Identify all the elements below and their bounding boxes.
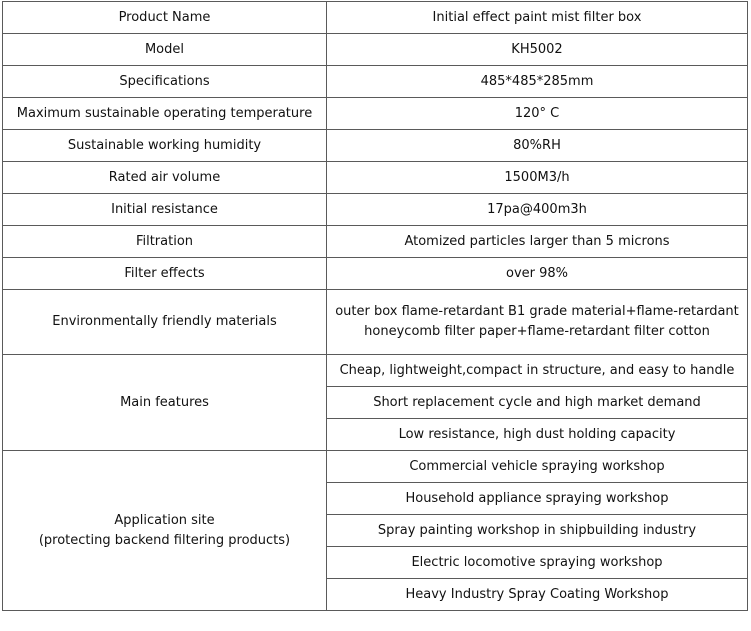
table-row [3, 451, 748, 483]
application-label-line: Application site [114, 512, 215, 528]
table-row [3, 355, 748, 387]
row-label: Filter effects [3, 258, 327, 290]
table-row [3, 98, 748, 130]
row-label: Initial resistance [3, 194, 327, 226]
product-spec-table [2, 1, 748, 611]
table-row [3, 162, 748, 194]
row-value: over 98% [327, 258, 748, 290]
application-item: Heavy Industry Spray Coating Workshop [327, 579, 748, 611]
application-item: Commercial vehicle spraying workshop [327, 451, 748, 483]
feature-item: Cheap, lightweight,compact in structure, and easy to handle [327, 355, 748, 387]
application-item: Spray painting workshop in shipbuilding industry [327, 515, 748, 547]
application-item: Household appliance spraying workshop [327, 483, 748, 515]
materials-line: outer box flame-retardant B1 grade material+flame-retardant [335, 304, 739, 319]
row-label: Rated air volume [3, 162, 327, 194]
table-row [3, 130, 748, 162]
feature-item: Short replacement cycle and high market demand [327, 387, 748, 419]
materials-value [327, 290, 748, 355]
table-row [3, 258, 748, 290]
table-row [3, 34, 748, 66]
row-value: Atomized particles larger than 5 microns [327, 226, 748, 258]
row-value: Initial effect paint mist filter box [327, 2, 748, 34]
row-value: 1500M3/h [327, 162, 748, 194]
row-value: 17pa@400m3h [327, 194, 748, 226]
row-label: Specifications [3, 66, 327, 98]
row-value: 120° C [327, 98, 748, 130]
row-value: 485*485*285mm [327, 66, 748, 98]
row-value: 80%RH [327, 130, 748, 162]
row-value: KH5002 [327, 34, 748, 66]
materials-line: honeycomb filter paper+flame-retardant filter cotton [364, 324, 710, 339]
feature-item: Low resistance, high dust holding capacity [327, 419, 748, 451]
row-label: Sustainable working humidity [3, 130, 327, 162]
row-label: Model [3, 34, 327, 66]
table-row [3, 290, 748, 355]
application-label-line: (protecting backend filtering products) [38, 532, 291, 548]
table-row [3, 2, 748, 34]
materials-label: Environmentally friendly materials [3, 290, 327, 355]
table-row [3, 66, 748, 98]
application-item: Electric locomotive spraying workshop [327, 547, 748, 579]
row-label: Maximum sustainable operating temperature [3, 98, 327, 130]
table-row [3, 226, 748, 258]
application-label [3, 451, 327, 611]
row-label: Product Name [3, 2, 327, 34]
row-label: Filtration [3, 226, 327, 258]
features-label: Main features [3, 355, 327, 451]
table-row [3, 194, 748, 226]
